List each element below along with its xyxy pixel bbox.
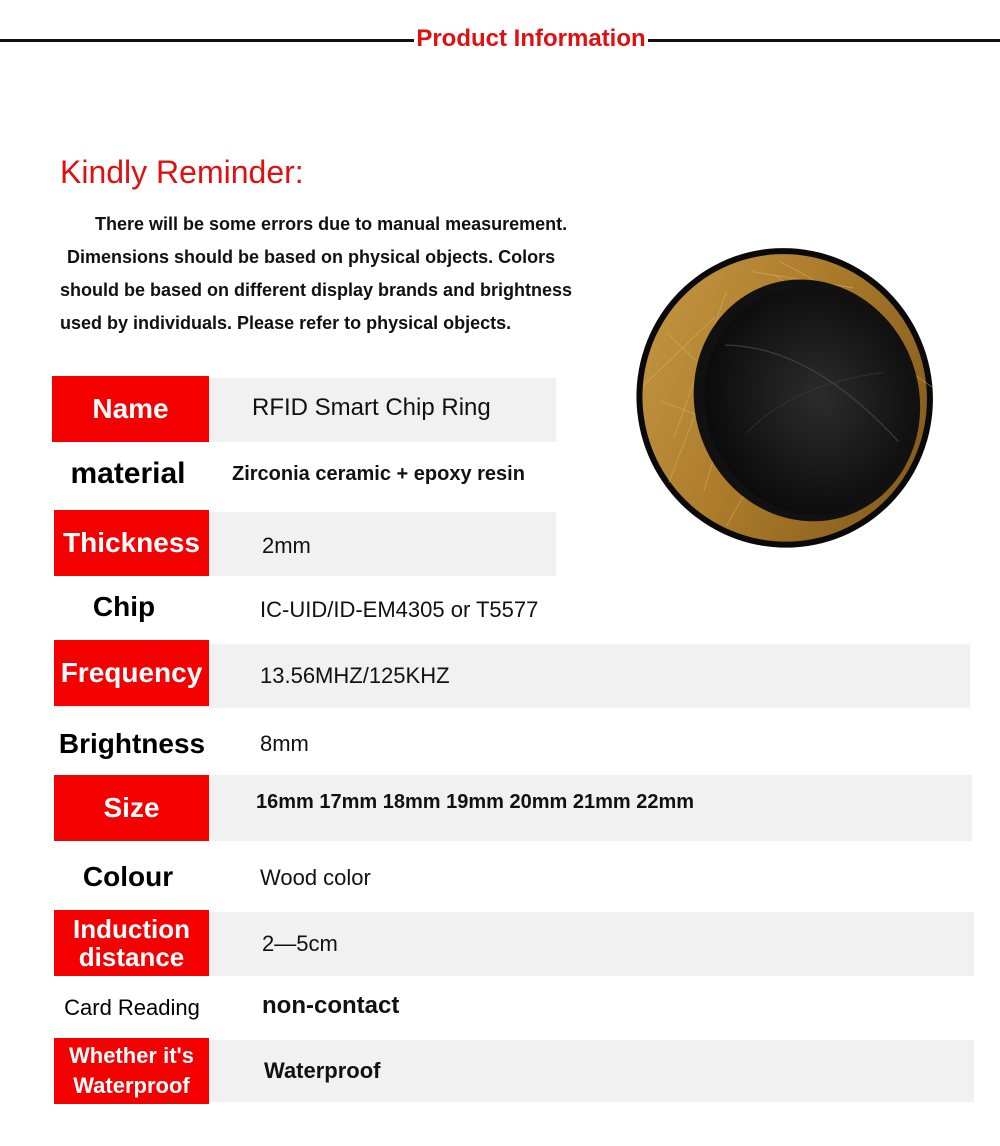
spec-value-induction-distance: 2—5cm — [262, 931, 338, 956]
spec-label-size: Size — [54, 775, 209, 841]
spec-value-size: 16mm 17mm 18mm 19mm 20mm 21mm 22mm — [256, 790, 695, 813]
spec-label-colour: Colour — [82, 861, 174, 892]
reminder-line: There will be some errors due to manual measurement. — [95, 214, 568, 234]
spec-value-waterproof: Waterproof — [264, 1058, 381, 1083]
section-title: Product Information — [416, 25, 646, 52]
spec-label-induction-distance: Induction distance — [54, 910, 209, 976]
spec-label-brightness: Brightness — [58, 728, 206, 759]
header-line-left — [0, 39, 414, 42]
spec-value-name: RFID Smart Chip Ring — [252, 394, 491, 421]
spec-label-name: Name — [52, 376, 209, 442]
spec-value-thickness: 2mm — [262, 533, 311, 558]
reminder-line: Dimensions should be based on physical objects. Colors — [67, 247, 556, 267]
spec-value-card-reading: non-contact — [262, 992, 400, 1019]
reminder-text — [60, 208, 590, 340]
spec-label-frequency: Frequency — [54, 640, 209, 706]
spec-label-waterproof: Whether it's Waterproof — [54, 1038, 209, 1104]
spec-value-brightness: 8mm — [260, 731, 309, 756]
reminder-line: used by individuals. Please refer to physical objects. — [60, 313, 512, 333]
spec-label-thickness: Thickness — [54, 510, 209, 576]
spec-value-colour: Wood color — [260, 865, 371, 890]
header-line-right — [648, 39, 1000, 42]
spec-label-chip: Chip — [92, 591, 156, 622]
spec-label-card-reading: Card Reading — [64, 995, 200, 1020]
spec-value-chip: IC-UID/ID-EM4305 or T5577 — [260, 597, 539, 622]
reminder-line: should be based on different display brands and brightness — [60, 280, 573, 300]
spec-label-material: material — [70, 457, 186, 490]
ring-image — [626, 238, 942, 554]
reminder-title: Kindly Reminder: — [60, 154, 304, 190]
spec-value-material: Zirconia ceramic + epoxy resin — [232, 462, 525, 485]
spec-value-frequency: 13.56MHZ/125KHZ — [260, 663, 450, 688]
